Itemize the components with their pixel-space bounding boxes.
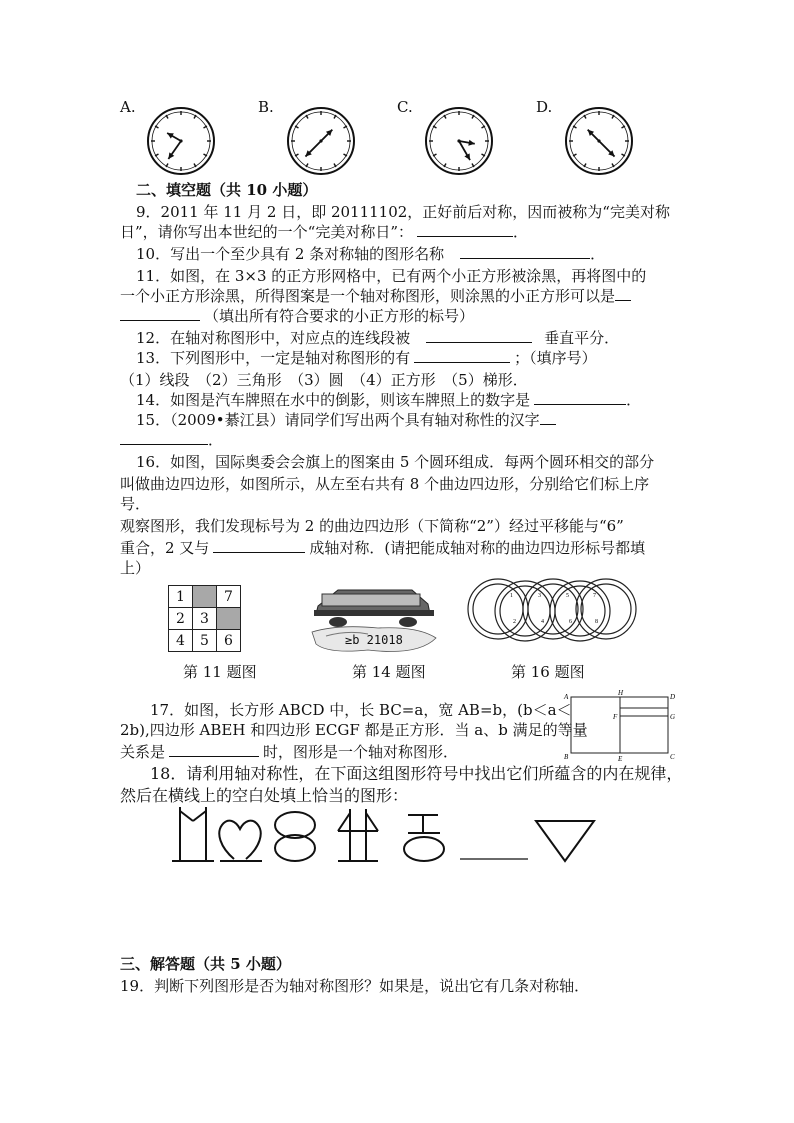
plate-text: ≥b 21018	[345, 633, 403, 647]
q16-olympic-rings-figure	[465, 573, 640, 648]
q9-answer-blank[interactable]	[417, 222, 513, 237]
ring-label: 2	[513, 619, 516, 625]
q16-line1: 16．如图，国际奥委会会旗上的图案由 5 个圆环组成．每两个圆环相交的部分	[136, 453, 655, 471]
symbol-3	[275, 812, 315, 861]
q17-line2: 2b),四边形 ABEH 和四边形 ECGF 都是正方形．当 a、b 满足的等量	[120, 721, 588, 739]
ring-label: 8	[595, 619, 598, 625]
section3-heading: 三、解答题（共 5 小题）	[120, 955, 291, 973]
symbol-5	[404, 815, 444, 861]
symbol-1	[172, 807, 214, 861]
q10-line: 10．写出一个至少具有 2 条对称轴的图形名称 ．	[136, 245, 606, 263]
ring-label: 6	[569, 619, 572, 625]
ring-outer	[523, 579, 583, 639]
label-e: E	[618, 755, 623, 763]
caption-q14: 第 14 题图	[352, 663, 426, 681]
label-g: G	[670, 713, 676, 721]
q18-symbol-sequence	[170, 803, 610, 865]
grid-cell: 5	[193, 630, 217, 652]
section2-heading: 二、填空题（共 10 小题）	[136, 181, 318, 199]
caption-q11: 第 11 题图	[183, 663, 257, 681]
ring-inner	[528, 584, 578, 634]
q16-answer-blank[interactable]	[213, 538, 305, 553]
q18-line1: 18．请利用轴对称性，在下面这组图形符号中找出它们所蕴含的内在规律，	[150, 764, 683, 783]
q17-line1: 17．如图，长方形 ABCD 中，长 BC=a，宽 AB=b，(b＜a＜	[150, 701, 572, 719]
symbol-7	[536, 821, 594, 861]
q9-line1: 9．2011 年 11 月 2 日，即 20111102，正好前后对称，因而被称为“完美对称	[136, 203, 670, 221]
label-d: D	[670, 693, 676, 701]
clock-a	[145, 105, 217, 177]
q19-line: 19．判断下列图形是否为轴对称图形？如果是，说出它有几条对称轴．	[120, 977, 590, 995]
clock-center	[179, 139, 182, 142]
option-c-label: C.	[397, 98, 413, 116]
option-b-label: B.	[258, 98, 274, 116]
q14-line: 14．如图是汽车牌照在水中的倒影，则该车牌照上的数字是 ．	[136, 391, 642, 409]
q11-line1: 11．如图，在 3×3 的正方形网格中，已有两个小正方形被涂黑，再将图中的	[136, 267, 647, 285]
option-d-label: D.	[536, 98, 553, 116]
ring-label: 5	[566, 593, 569, 599]
q16-line6: 上）	[120, 559, 151, 577]
clock-b	[285, 105, 357, 177]
ring-label: 7	[593, 593, 596, 599]
ring-label: 3	[538, 593, 541, 599]
q15-answer-blank[interactable]	[120, 430, 208, 445]
q17-line3: 关系是 时，图形是一个轴对称图形．	[120, 743, 459, 761]
grid-cell: 7	[217, 586, 241, 608]
label-h: H	[618, 689, 624, 697]
q11-line3: （填出所有符合要求的小正方形的标号）	[120, 306, 474, 326]
label-c: C	[670, 753, 675, 761]
label-a: A	[564, 693, 569, 701]
ring-outer	[495, 581, 555, 641]
grid-cell-shaded	[193, 586, 217, 608]
caption-q16: 第 16 题图	[511, 663, 585, 681]
grid-cell: 3	[193, 608, 217, 630]
ring-outer	[550, 581, 610, 641]
q9-line2: 日”，请你写出本世纪的一个“完美对称日”： ．	[120, 223, 529, 241]
q12-line: 12．在轴对称图形中，对应点的连线段被 垂直平分．	[136, 329, 620, 347]
q15-line2: ．	[120, 430, 223, 450]
clock-center	[319, 139, 322, 142]
q16-line4: 观察图形，我们发现标号为 2 的曲边四边形（下简称“2”）经过平移能与“6”	[120, 517, 624, 535]
grid-cell: 6	[217, 630, 241, 652]
q16-line3: 号．	[120, 495, 151, 513]
clock-center	[597, 139, 600, 142]
q11-answer-blank[interactable]	[120, 306, 200, 321]
label-f: F	[613, 713, 618, 721]
option-a-label: A.	[120, 98, 136, 116]
q11-line2: 一个小正方形涂黑，所得图案是一个轴对称图形，则涂黑的小正方形可以是	[120, 286, 631, 306]
symbol-2	[219, 821, 262, 861]
grid-cell: 2	[169, 608, 193, 630]
q14-answer-blank[interactable]	[534, 390, 626, 405]
q16-line5: 重合，2 又与 成轴对称．(请把能成轴对称的曲边四边形标号都填	[120, 539, 646, 557]
q16-line2: 叫做曲边四边形，如图所示，从左至右共有 8 个曲边四边形，分别给它们标上序	[120, 475, 650, 493]
q17-answer-blank[interactable]	[169, 742, 259, 757]
ring-inner	[473, 584, 523, 634]
q10-answer-blank[interactable]	[460, 244, 590, 259]
q13-options: （1）线段 （2）三角形 （3）圆 （4）正方形 （5）梯形．	[120, 371, 528, 389]
q18-line2: 然后在横线上的空白处填上恰当的图形：	[120, 786, 409, 805]
grid-cell: 4	[169, 630, 193, 652]
grid-cell-shaded	[217, 608, 241, 630]
q15-answer-blank-a[interactable]	[540, 410, 556, 425]
q11-answer-blank-a[interactable]	[615, 286, 631, 301]
q11-grid	[168, 585, 241, 652]
clock-center	[457, 139, 460, 142]
label-b: B	[564, 753, 569, 761]
clock-c	[423, 105, 495, 177]
q13-line: 13．下列图形中，一定是轴对称图形的有 ；（填序号）	[136, 349, 597, 367]
q13-answer-blank[interactable]	[414, 348, 510, 363]
ring-inner	[500, 586, 550, 636]
q15-line: 15．（2009•綦江县）请同学们写出两个具有轴对称性的汉字	[136, 410, 556, 430]
symbol-4	[338, 809, 378, 861]
ring-outer	[468, 579, 528, 639]
q12-answer-blank[interactable]	[426, 328, 532, 343]
ring-label: 1	[510, 593, 513, 599]
q17-rectangle-figure	[563, 690, 678, 762]
ring-label: 4	[541, 619, 544, 625]
grid-cell: 1	[169, 586, 193, 608]
clock-d	[563, 105, 635, 177]
ring-outer	[576, 579, 636, 639]
